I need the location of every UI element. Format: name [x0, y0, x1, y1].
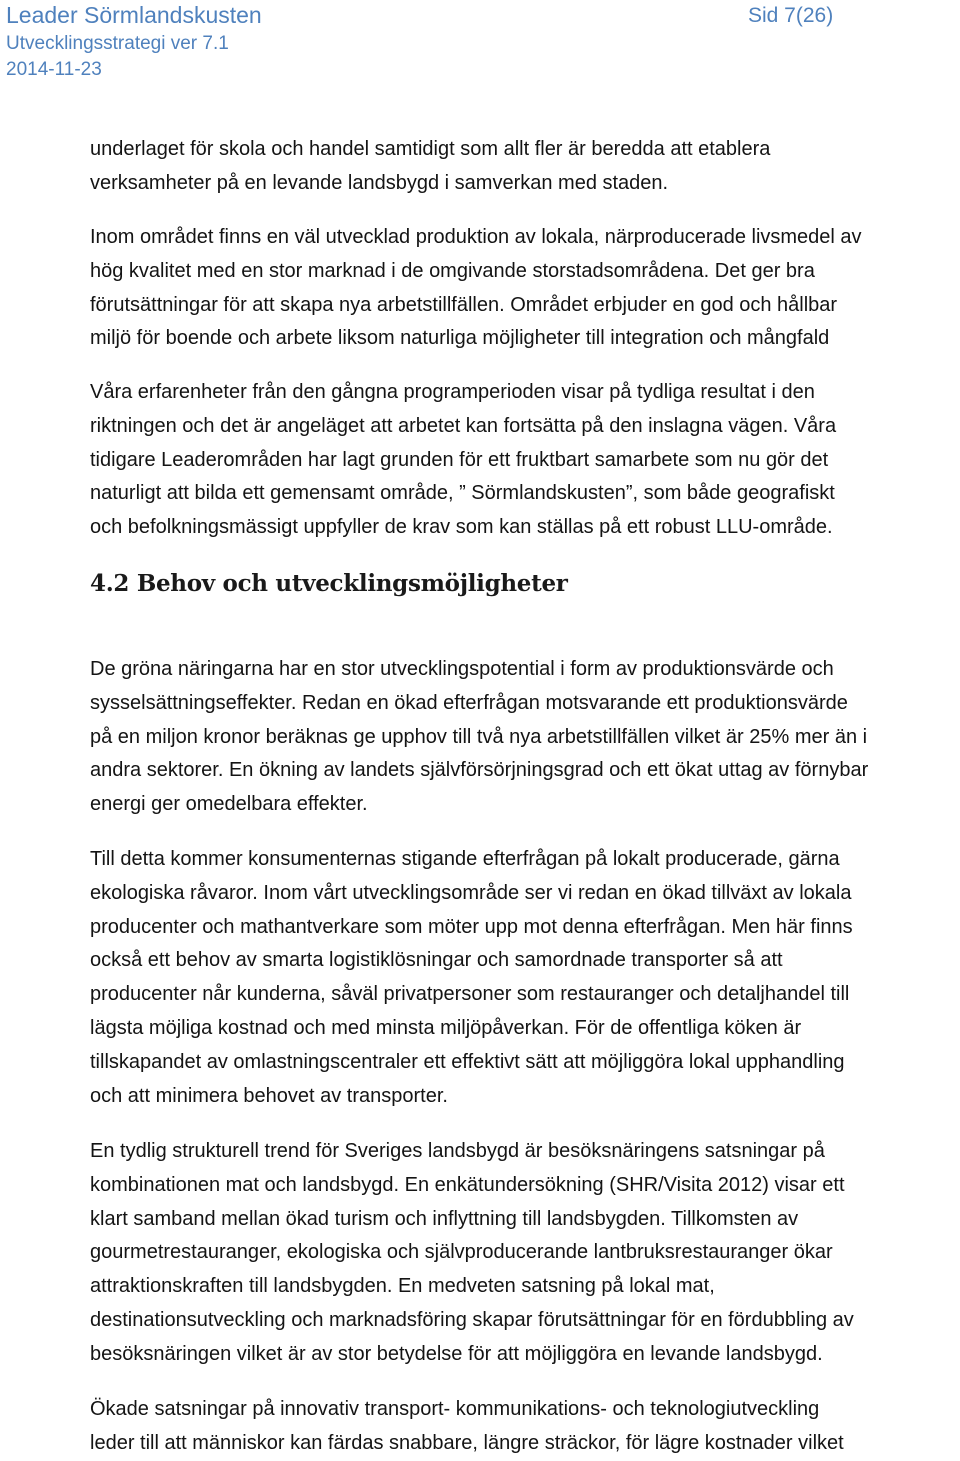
- paragraph: [90, 221, 956, 356]
- text-line: och att minimera behovet av transporter.: [90, 1084, 448, 1107]
- text-line: på en miljon kronor beräknas ge upphov till två nya arbetstillfällen vilket är 25% mer än i: [90, 725, 868, 748]
- paragraph: [90, 1393, 956, 1461]
- page-number: Sid 7(26): [748, 4, 834, 27]
- text-line: besöksnäringen vilket är av stor betydelse för att möjliggöra en levande landsbygd.: [90, 1342, 823, 1365]
- text-line: gourmetrestauranger, ekologiska och självproducerande lantbruksrestauranger ökar: [90, 1241, 833, 1264]
- text-line: klart samband mellan ökad turism och inflyttning till landsbygden. Tillkomsten av: [90, 1207, 799, 1230]
- text-line: hög kvalitet med en stor marknad i de omgivande storstadsområdena. Det ger bra: [90, 259, 815, 282]
- document-title: Leader Sörmlandskusten: [6, 2, 262, 28]
- text-line: och befolkningsmässigt uppfyller de krav som kan ställas på ett robust LLU-område.: [90, 516, 833, 539]
- text-line: producenter och mathantverkare som möter upp mot denna efterfrågan. Men här finns: [90, 915, 853, 938]
- text-line: tillskapandet av omlastningscentraler ett effektivt sätt att möjliggöra lokal upphandling: [90, 1050, 845, 1073]
- text-line: En tydlig strukturell trend för Sveriges landsbygd är besöksnäringens satsningar på: [90, 1140, 825, 1162]
- text-line: underlaget för skola och handel samtidigt som allt fler är beredda att etablera: [90, 138, 771, 160]
- text-line: sysselsättningseffekter. Redan en ökad efterfrågan motsvarande ett produktionsvärde: [90, 691, 848, 714]
- paragraph: [90, 133, 956, 201]
- document-subtitle: Utvecklingsstrategi ver 7.1: [6, 33, 229, 54]
- text-line: producenter når kunderna, såväl privatpersoner som restauranger och detaljhandel till: [90, 983, 850, 1006]
- text-line: Inom området finns en väl utvecklad produktion av lokala, närproducerade livsmedel av: [90, 226, 862, 248]
- text-line: också ett behov av smarta logistiklösningar och samordnade transporter så att: [90, 949, 783, 972]
- text-line: De gröna näringarna har en stor utvecklingspotential i form av produktionsvärde och: [90, 658, 834, 680]
- text-line: leder till att människor kan färdas snabbare, längre sträckor, för lägre kostnader vilket: [90, 1431, 844, 1454]
- text-line: Till detta kommer konsumenternas stigande efterfrågan på lokalt producerade, gärna: [90, 848, 840, 870]
- text-line: riktningen och det är angeläget att arbetet kan fortsätta på den inslagna vägen. Våra: [90, 414, 837, 437]
- text-line: verksamheter på en levande landsbygd i samverkan med staden.: [90, 171, 669, 194]
- paragraph: [90, 653, 956, 822]
- paragraph: [90, 376, 956, 545]
- text-line: förutsättningar för att skapa nya arbetstillfällen. Området erbjuder en god och hållbar: [90, 293, 838, 316]
- text-line: Ökade satsningar på innovativ transport- kommunikations- och teknologiutveckling: [90, 1398, 820, 1420]
- text-line: miljö för boende och arbete liksom naturliga möjligheter till integration och mångfald: [90, 327, 830, 350]
- section-heading: 4.2 Behov och utvecklingsmöjligheter: [90, 570, 568, 597]
- text-line: tidigare Leaderområden har lagt grunden för ett fruktbart samarbete som nu gör det: [90, 448, 829, 471]
- text-line: attraktionskraften till landsbygden. En medveten satsning på lokal mat,: [90, 1275, 715, 1298]
- paragraph: [90, 843, 956, 1113]
- document-date: 2014-11-23: [6, 59, 102, 80]
- text-line: andra sektorer. En ökning av landets självförsörjningsgrad och ett ökat uttag av förnybar: [90, 759, 869, 782]
- paragraph: [90, 1135, 956, 1372]
- text-line: destinationsutveckling och marknadsföring skapar förutsättningar för en fördubbling av: [90, 1308, 854, 1331]
- text-line: kombinationen mat och landsbygd. En enkätundersökning (SHR/Visita 2012) visar ett: [90, 1173, 845, 1196]
- text-line: energi ger omedelbara effekter.: [90, 793, 368, 816]
- text-line: ekologiska råvaror. Inom vårt utvecklingsområde ser vi redan en ökad tillväxt av lokala: [90, 881, 852, 904]
- text-line: naturligt att bilda ett gemensamt område, ” Sörmlandskusten”, som både geografiskt: [90, 482, 835, 505]
- text-line: Våra erfarenheter från den gångna programperioden visar på tydliga resultat i den: [90, 381, 815, 403]
- text-line: lägsta möjliga kostnad och med minsta miljöpåverkan. För de offentliga köken är: [90, 1016, 802, 1039]
